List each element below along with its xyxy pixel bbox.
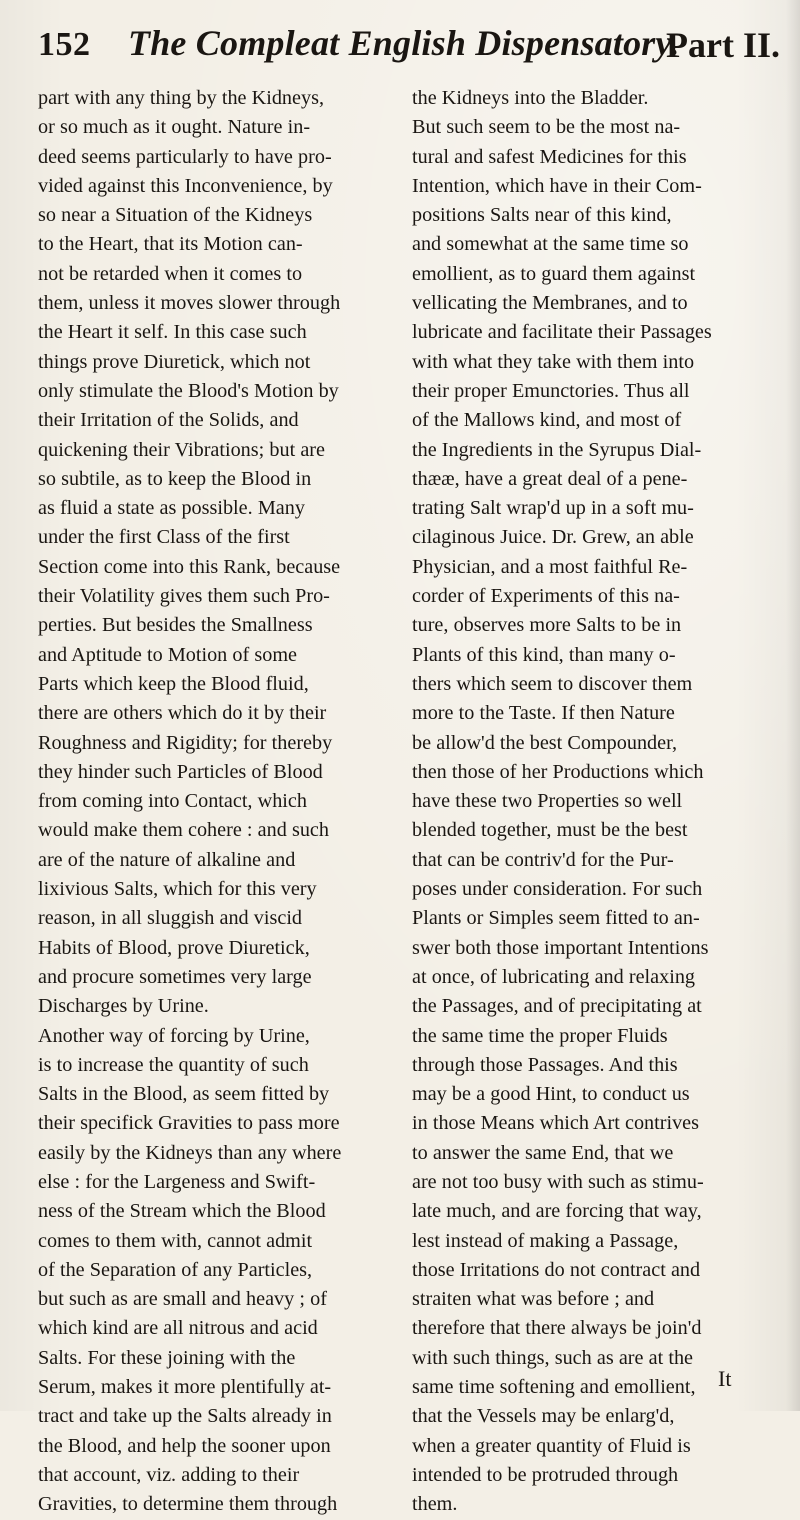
text-line: same time softening and emollient, (412, 1376, 696, 1399)
text-line: Salts. For these joining with the (38, 1346, 296, 1369)
text-line: thææ, have a great deal of a pene- (412, 467, 688, 490)
text-line: there are others which do it by their (38, 702, 327, 725)
text-line: intended to be protruded through (412, 1463, 679, 1486)
text-line: therefore that there always be join'd (412, 1317, 702, 1340)
text-line: blended together, must be the best (412, 819, 688, 842)
page-header (38, 20, 780, 78)
text-line: as fluid a state as possible. Many (38, 497, 305, 520)
text-line: their Volatility gives them such Pro- (38, 585, 330, 608)
text-line: lest instead of making a Passage, (412, 1229, 679, 1252)
text-line: positions Salts near of this kind, (412, 204, 672, 227)
text-line: and Aptitude to Motion of some (38, 643, 297, 666)
text-line: Roughness and Rigidity; for thereby (38, 731, 333, 754)
left-column (38, 84, 398, 1520)
text-line: which kind are all nitrous and acid (38, 1317, 318, 1340)
text-line: Plants of this kind, than many o- (412, 643, 676, 666)
text-line: from coming into Contact, which (38, 790, 307, 813)
text-line: cilaginous Juice. Dr. Grew, an able (412, 526, 694, 549)
text-line: else : for the Largeness and Swift- (38, 1170, 316, 1193)
text-line: part with any thing by the Kidneys, (38, 87, 324, 109)
text-line: lixivious Salts, which for this very (38, 878, 317, 901)
text-line: straiten what was before ; and (412, 1288, 655, 1311)
text-line: are of the nature of alkaline and (38, 848, 296, 871)
text-line: at once, of lubricating and relaxing (412, 965, 696, 988)
text-line: when a greater quantity of Fluid is (412, 1434, 691, 1457)
text-line: swer both those important Intentions (412, 936, 709, 959)
text-line: that account, viz. adding to their (38, 1463, 300, 1486)
text-line: those Irritations do not contract and (412, 1258, 701, 1281)
text-line: their proper Emunctories. Thus all (412, 379, 690, 402)
text-line: would make them cohere : and such (38, 819, 329, 842)
text-line: so near a Situation of the Kidneys (38, 204, 313, 227)
text-line: perties. But besides the Smallness (38, 614, 313, 637)
text-line: thers which seem to discover them (412, 672, 693, 695)
text-line: only stimulate the Blood's Motion by (38, 379, 339, 402)
text-line: easily by the Kidneys than any where (38, 1141, 342, 1164)
text-line: quickening their Vibrations; but are (38, 438, 325, 461)
text-line: of the Separation of any Particles, (38, 1258, 313, 1281)
text-line: their Irritation of the Solids, and (38, 409, 299, 432)
text-columns (38, 84, 780, 1516)
page-edge (786, 0, 800, 1411)
text-line: so subtile, as to keep the Blood in (38, 467, 312, 490)
text-line: Another way of forcing by Urine, (38, 1024, 310, 1047)
running-title: The Compleat English Dispensatory. (128, 23, 680, 63)
text-line: that the Vessels may be enlarg'd, (412, 1405, 675, 1428)
text-line: then those of her Productions which (412, 760, 704, 783)
text-line: to answer the same End, that we (412, 1141, 674, 1164)
text-line: vided against this Inconvenience, by (38, 174, 333, 197)
text-line: or so much as it ought. Nature in- (38, 116, 311, 139)
text-line: Serum, makes it more plentifully at- (38, 1376, 332, 1399)
text-line: have these two Properties so well (412, 790, 683, 813)
text-line: may be a good Hint, to conduct us (412, 1083, 690, 1106)
text-line: vellicating the Membranes, and to (412, 292, 688, 315)
text-line: be allow'd the best Compounder, (412, 731, 678, 754)
text-line: the same time the proper Fluids (412, 1024, 668, 1047)
text-line: trating Salt wrap'd up in a soft mu- (412, 497, 694, 520)
page-number: 152 (38, 26, 91, 63)
text-line: with such things, such as are at the (412, 1346, 694, 1369)
text-line: the Kidneys into the Bladder. (412, 87, 649, 109)
text-line: ture, observes more Salts to be in (412, 614, 682, 637)
text-line: the Blood, and help the sooner upon (38, 1434, 331, 1457)
text-line: not be retarded when it comes to (38, 262, 303, 285)
text-line: that can be contriv'd for the Pur- (412, 848, 674, 871)
text-line: Salts in the Blood, as seem fitted by (38, 1083, 330, 1106)
text-line: Parts which keep the Blood fluid, (38, 672, 309, 695)
text-line: more to the Taste. If then Nature (412, 702, 675, 725)
text-line: them, unless it moves slower through (38, 292, 341, 315)
text-line: and procure sometimes very large (38, 965, 312, 988)
text-line: poses under consideration. For such (412, 878, 703, 901)
text-line: Gravities, to determine them through (38, 1493, 338, 1516)
text-line: comes to them with, cannot admit (38, 1229, 313, 1252)
text-line: through those Passages. And this (412, 1053, 678, 1076)
text-line: Intention, which have in their Com- (412, 174, 702, 197)
text-line: Habits of Blood, prove Diuretick, (38, 936, 310, 959)
text-line: are not too busy with such as stimu- (412, 1170, 704, 1193)
text-line: they hinder such Particles of Blood (38, 760, 323, 783)
text-line: corder of Experiments of this na- (412, 585, 680, 608)
right-column (412, 84, 780, 1520)
text-line: to the Heart, that its Motion can- (38, 233, 303, 256)
text-line: in those Means which Art contrives (412, 1112, 699, 1135)
text-line: but such as are small and heavy ; of (38, 1288, 327, 1311)
text-line: ness of the Stream which the Blood (38, 1200, 326, 1223)
text-line: Section come into this Rank, because (38, 555, 341, 578)
text-line: tural and safest Medicines for this (412, 145, 687, 168)
part-label: Part II. (666, 25, 780, 65)
text-line: Physician, and a most faithful Re- (412, 555, 688, 578)
catchword: It (718, 1366, 732, 1391)
text-line: But such seem to be the most na- (412, 116, 681, 139)
text-line: under the first Class of the first (38, 526, 290, 549)
text-line: emollient, as to guard them against (412, 262, 696, 285)
text-line: and somewhat at the same time so (412, 233, 689, 256)
text-line: things prove Diuretick, which not (38, 350, 311, 373)
text-line: lubricate and facilitate their Passages (412, 321, 712, 344)
text-line: them. (412, 1493, 458, 1516)
text-line: reason, in all sluggish and viscid (38, 907, 303, 930)
text-line: Discharges by Urine. (38, 995, 209, 1018)
text-line: the Heart it self. In this case such (38, 321, 307, 344)
text-line: Plants or Simples seem fitted to an- (412, 907, 700, 930)
text-line: with what they take with them into (412, 350, 695, 373)
text-line: late much, and are forcing that way, (412, 1200, 702, 1223)
text-line: their specifick Gravities to pass more (38, 1112, 340, 1135)
text-line: is to increase the quantity of such (38, 1053, 309, 1076)
text-line: deed seems particularly to have pro- (38, 145, 332, 168)
text-line: tract and take up the Salts already in (38, 1405, 332, 1428)
text-line: the Passages, and of precipitating at (412, 995, 702, 1018)
text-line: of the Mallows kind, and most of (412, 409, 682, 432)
text-line: the Ingredients in the Syrupus Dial- (412, 438, 702, 461)
